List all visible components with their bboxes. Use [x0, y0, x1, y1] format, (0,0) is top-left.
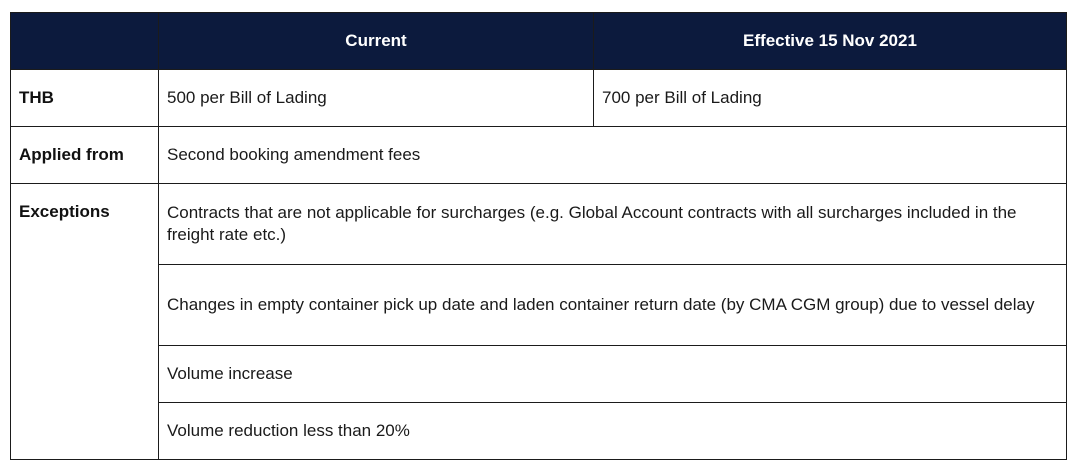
table-row-exception	[11, 403, 1067, 460]
applied-from-value: Second booking amendment fees	[159, 127, 1067, 184]
table-row-exception	[11, 346, 1067, 403]
header-corner-cell	[11, 13, 159, 70]
table-row-thb	[11, 70, 1067, 127]
exception-item: Changes in empty container pick up date and laden container return date (by CMA CGM group) due to vessel delay	[159, 265, 1067, 346]
fees-table	[10, 12, 1067, 460]
thb-current-value: 500 per Bill of Lading	[159, 70, 594, 127]
exception-item: Contracts that are not applicable for surcharges (e.g. Global Account contracts with all surcharges included in the freight rate etc.)	[159, 184, 1067, 265]
table-header	[11, 13, 1067, 70]
header-current: Current	[159, 13, 594, 70]
header-effective: Effective 15 Nov 2021	[594, 13, 1067, 70]
table-row-exception	[11, 184, 1067, 265]
thb-effective-value: 700 per Bill of Lading	[594, 70, 1067, 127]
table-row-applied-from	[11, 127, 1067, 184]
exception-item: Volume reduction less than 20%	[159, 403, 1067, 460]
exception-item: Volume increase	[159, 346, 1067, 403]
row-label-thb: THB	[11, 70, 159, 127]
table-row-exception	[11, 265, 1067, 346]
row-label-exceptions: Exceptions	[11, 184, 159, 460]
row-label-applied-from: Applied from	[11, 127, 159, 184]
